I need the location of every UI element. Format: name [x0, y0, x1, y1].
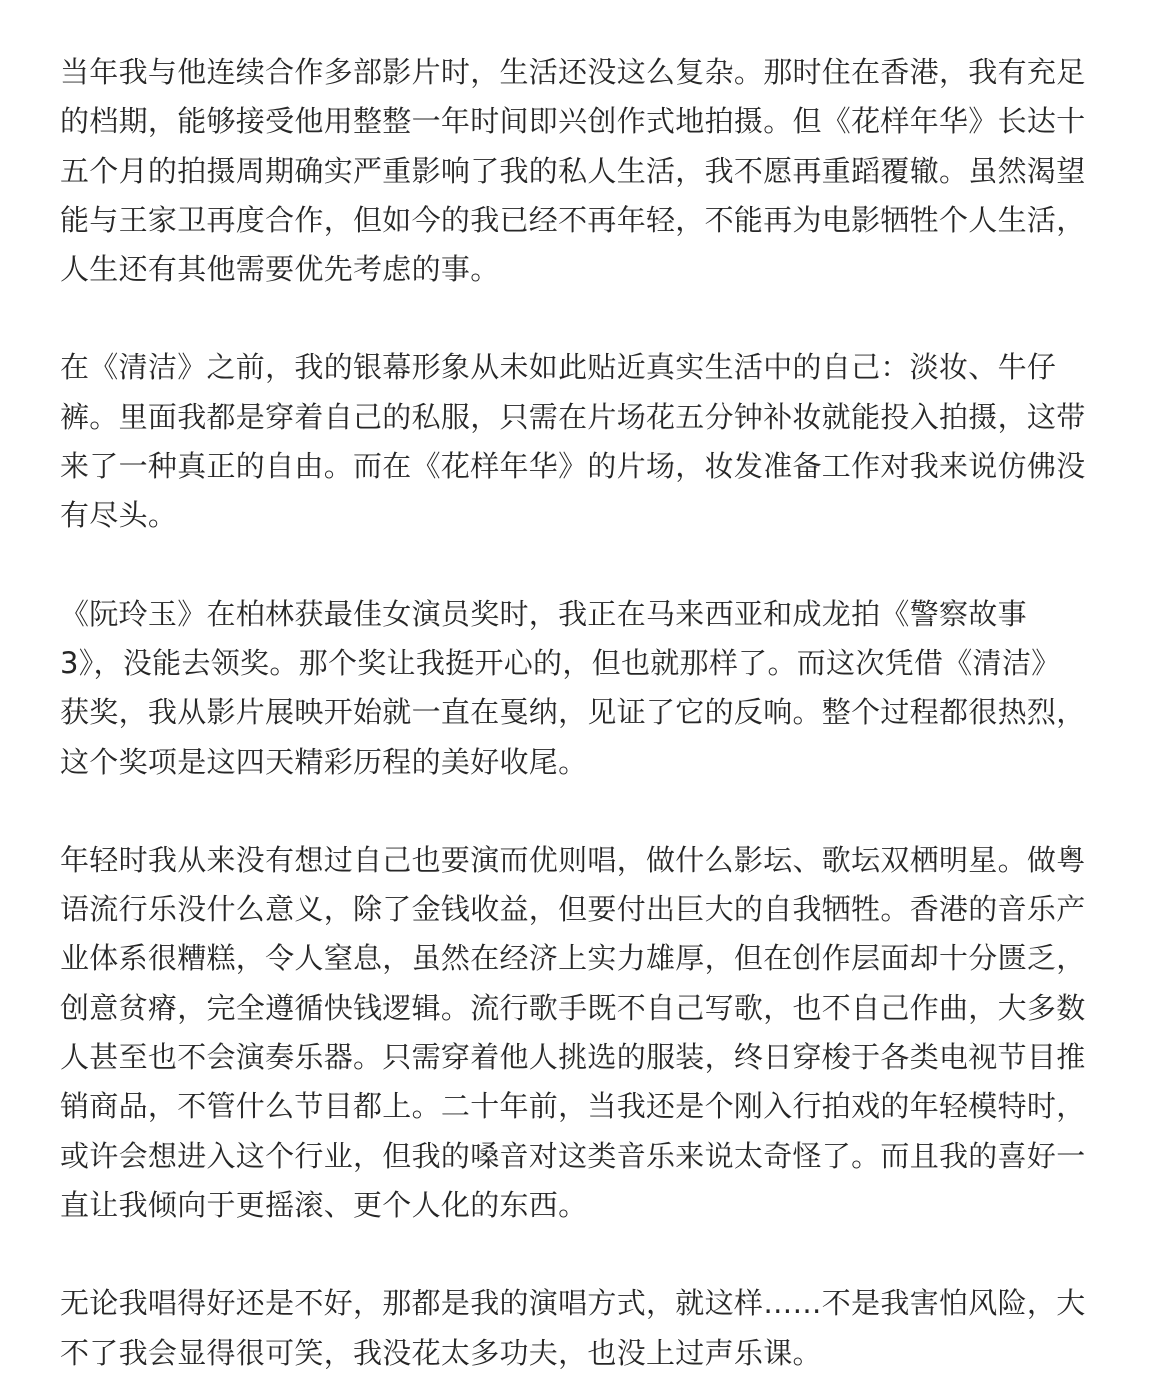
text-line: 《阮玲玉》在柏林获最佳女演员奖时，我正在马来西亚和成龙拍《警察故事 [60, 596, 1027, 631]
text-line: 业体系很糟糕，令人窒息，虽然在经济上实力雄厚，但在创作层面却十分匮乏， [60, 941, 1086, 976]
text-line: 人生还有其他需要优先考虑的事。 [60, 252, 500, 287]
text-line: 人甚至也不会演奏乐器。只需穿着他人挑选的服装，终日穿梭于各类电视节目推 [60, 1040, 1086, 1075]
text-line: 这个奖项是这四天精彩历程的美好收尾。 [60, 744, 588, 779]
text-line: 语流行乐没什么意义，除了金钱收益，但要付出巨大的自我牺牲。香港的音乐产 [60, 892, 1086, 927]
text-line: 来了一种真正的自由。而在《花样年华》的片场，妆发准备工作对我来说仿佛没 [60, 449, 1086, 484]
paragraph-4 [60, 836, 1132, 1230]
paragraph-1 [60, 48, 1132, 294]
paragraph-2 [60, 343, 1132, 540]
text-line: 无论我唱得好还是不好，那都是我的演唱方式，就这样……不是我害怕风险，大 [60, 1286, 1086, 1321]
text-line: 的档期，能够接受他用整整一年时间即兴创作式地拍摄。但《花样年华》长达十 [60, 104, 1086, 139]
text-line: 3》，没能去领奖。那个奖让我挺开心的，但也就那样了。而这次凭借《清洁》 [60, 645, 1061, 680]
article-body [60, 48, 1132, 1384]
text-line: 在《清洁》之前，我的银幕形象从未如此贴近真实生活中的自己：淡妆、牛仔 [60, 350, 1057, 385]
text-line: 有尽头。 [60, 498, 178, 533]
text-line: 裤。里面我都是穿着自己的私服，只需在片场花五分钟补妆就能投入拍摄，这带 [60, 399, 1086, 434]
text-line: 不了我会显得很可笑，我没花太多功夫，也没上过声乐课。 [60, 1335, 822, 1370]
paragraph-5 [60, 1279, 1132, 1378]
paragraph-3 [60, 590, 1132, 787]
text-line: 销商品，不管什么节目都上。二十年前，当我还是个刚入行拍戏的年轻模特时， [60, 1089, 1086, 1124]
text-line: 年轻时我从来没有想过自己也要演而优则唱，做什么影坛、歌坛双栖明星。做粤 [60, 842, 1086, 877]
text-line: 当年我与他连续合作多部影片时，生活还没这么复杂。那时住在香港，我有充足 [60, 55, 1086, 89]
text-line: 能与王家卫再度合作，但如今的我已经不再年轻，不能再为电影牺牲个人生活， [60, 202, 1086, 237]
text-line: 获奖，我从影片展映开始就一直在戛纳，见证了它的反响。整个过程都很热烈， [60, 695, 1086, 730]
text-line: 直让我倾向于更摇滚、更个人化的东西。 [60, 1187, 588, 1222]
text-line: 创意贫瘠，完全遵循快钱逻辑。流行歌手既不自己写歌，也不自己作曲，大多数 [60, 990, 1086, 1025]
text-line: 五个月的拍摄周期确实严重影响了我的私人生活，我不愿再重蹈覆辙。虽然渴望 [60, 153, 1086, 188]
text-line: 或许会想进入这个行业，但我的嗓音对这类音乐来说太奇怪了。而且我的喜好一 [60, 1138, 1086, 1173]
